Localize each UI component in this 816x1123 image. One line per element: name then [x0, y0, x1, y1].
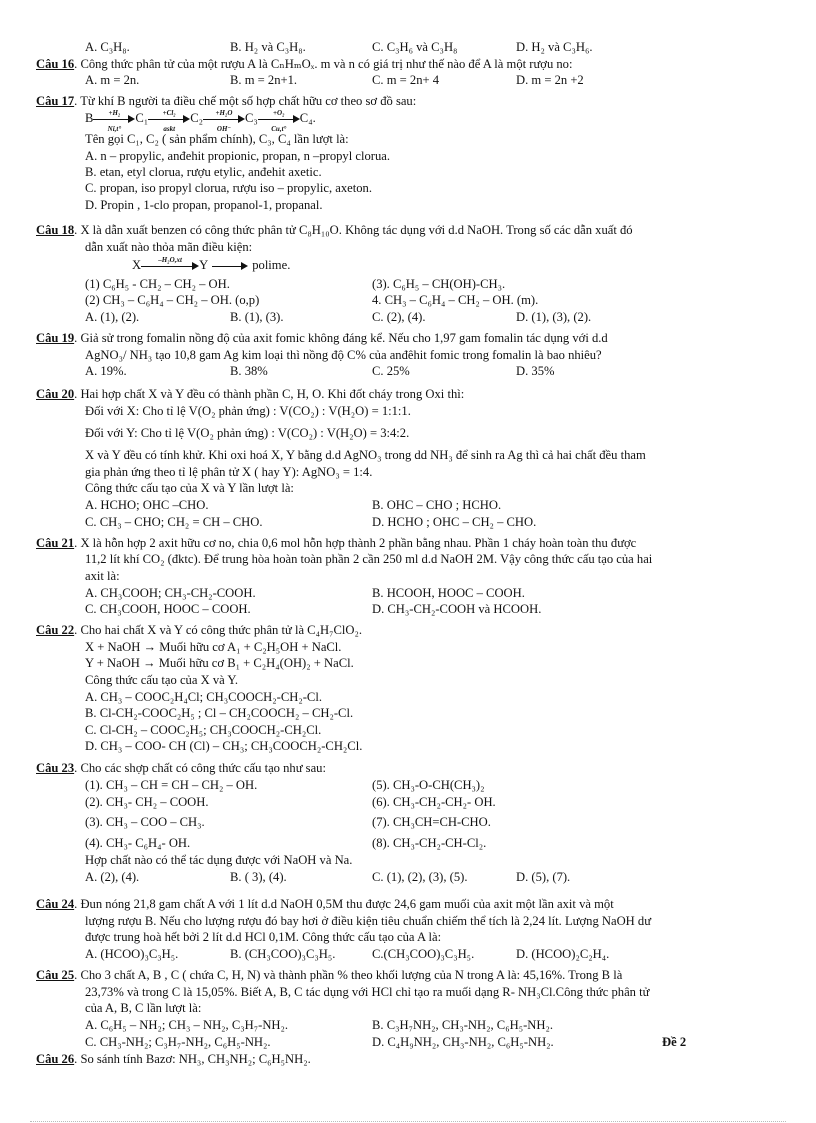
column-right: (7). CH₃CH=CH-CHO.	[372, 815, 491, 829]
page-footer-rule	[30, 1121, 786, 1122]
arrow-condition-bottom: Ni,t°	[107, 125, 122, 134]
question-text: . Hai hợp chất X và Y đều có thành phần C, H, O. Khi đốt cháy trong Oxi thì:	[74, 387, 465, 401]
body-text-line: AgNO₃/ NH₃ tạo 10,8 gam Ag kim loại thì nồng độ C% của anđêhit fomic trong fomalin là bao nhiêu?	[85, 348, 602, 362]
arrow-condition-bottom: askt	[163, 125, 176, 134]
answer-option-a: A. (HCOO)₃C₃H₅.	[85, 947, 179, 961]
body-text-line: X + NaOH → Muối hữu cơ A₁ + C₂H₅OH + NaCl.	[85, 640, 342, 654]
column-left: (2). CH₃- CH₂ – COOH.	[85, 795, 209, 809]
answer-option-a: A. 19%.	[85, 364, 127, 378]
reaction-arrow	[148, 109, 190, 134]
question-number: Câu 22	[36, 623, 75, 637]
body-text-line: Công thức cấu tạo của X và Y lần lượt là:	[85, 481, 294, 495]
question-line	[36, 897, 614, 912]
question-number: Câu 16	[36, 57, 75, 71]
arrow-condition-top: –H₂O,xt	[158, 256, 182, 265]
column-left: A. CH₃COOH; CH₃-CH₂-COOH.	[85, 586, 256, 600]
body-text-line: của A, B, C lần lượt là:	[85, 1001, 202, 1015]
question-text: . X là dẫn xuất benzen có công thức phân tử C₈H₁₀O. Không tác dụng với d.d NaOH. Trong số các dẫn xuất đó	[74, 223, 633, 237]
scheme-species: C₄.	[299, 111, 316, 125]
body-text-line: A. n – propylic, anđehit propionic, propan, n –propyl clorua.	[85, 149, 390, 163]
answer-option-d: D. (5), (7).	[516, 870, 571, 884]
body-text-line: Hợp chất nào có thể tác dụng được với NaOH và Na.	[85, 853, 353, 867]
question-number: Câu 25	[36, 968, 75, 982]
arrow-condition-top: +H₂O	[215, 109, 233, 118]
scheme-species: C₃	[245, 111, 258, 125]
question-line	[36, 761, 326, 776]
question-text: . Cho các shợp chất có công thức cấu tạo như sau:	[74, 761, 326, 775]
body-text-line: D. CH₃ – COO- CH (Cl) – CH₃; CH₃COOCH₂-CH₂Cl.	[85, 739, 363, 753]
question-number: Câu 18	[36, 223, 75, 237]
answer-option-b: B. ( 3), (4).	[230, 870, 287, 884]
body-text-line: gia phản ứng theo tỉ lệ phân tử X ( hay Y): AgNO₃ = 1:4.	[85, 465, 373, 479]
question-number: Câu 26	[36, 1052, 75, 1066]
answer-option-d: D. (1), (3), (2).	[516, 310, 592, 324]
question-line	[36, 536, 636, 551]
scheme-species: C₂	[190, 111, 203, 125]
answer-option-a: A. C₃H₈.	[85, 40, 130, 54]
answer-option-b: B. 38%	[230, 364, 268, 378]
question-text: . So sánh tính Bazơ: NH₃, CH₃NH₂; C₆H₅NH₂.	[74, 1052, 311, 1066]
answer-option-d: D. m = 2n +2	[516, 73, 584, 87]
arrow-condition-bottom: OH⁻	[216, 125, 232, 134]
body-text-line: 11,2 lít khí CO₂ (đktc). Để trung hòa hoàn toàn phần 2 cần 250 ml d.d NaOH 2M. Vậy công thức cấu tạo của hai	[85, 552, 653, 566]
answer-option-c: C. (1), (2), (3), (5).	[372, 870, 468, 884]
question-number: Câu 21	[36, 536, 75, 550]
body-text-line: B. Cl-CH₂-COOC₂H₅ ; Cl – CH₂COOCH₂ – CH₂-Cl.	[85, 706, 354, 720]
body-text-line: được trung hoà hết bởi 2 lít d.d HCl 0,1M. Công thức cấu tạo của A là:	[85, 930, 442, 944]
body-text-line: C. propan, iso propyl clorua, rượu iso – propylic, axeton.	[85, 181, 372, 195]
question-line	[36, 57, 572, 72]
column-right: D. CH₃-CH₂-COOH và HCOOH.	[372, 602, 542, 616]
question-line	[36, 387, 464, 402]
question-text: . Công thức phân tử của một rượu A là CₙHₘOₓ. m và n có giá trị như thế nào để A là một rượu no:	[74, 57, 573, 71]
question-text: . Đun nóng 21,8 gam chất A với 1 lít d.d NaOH 0,5M thu được 24,6 gam muối của axit một lần axit và một	[74, 897, 614, 911]
body-text-line: 23,73% và trong C là 15,05%. Biết A, B, C tác dụng với HCl chỉ tạo ra muối dạng R- NH₃Cl.Công thức phân tử	[85, 985, 650, 999]
reaction-arrow	[212, 260, 248, 272]
body-text-line: C. Cl-CH₂ – COOC₂H₅; CH₃COOCH₂-CH₂Cl.	[85, 723, 322, 737]
question-number: Câu 23	[36, 761, 75, 775]
answer-option-c: C. 25%	[372, 364, 410, 378]
column-right: D. HCHO ; OHC – CH₂ – CHO.	[372, 515, 537, 529]
question-number: Câu 19	[36, 331, 75, 345]
question-line	[36, 1052, 311, 1067]
scheme-species: C₁	[135, 111, 149, 125]
answer-option-c: C.(CH₃COO)₃C₃H₅.	[372, 947, 475, 961]
question-text: . Giả sử trong fomalin nồng độ của axit fomic không đáng kể. Nếu cho 1,97 gam fomalin tác dụng với d.d	[74, 331, 608, 345]
body-text-line: Công thức cấu tạo của X và Y.	[85, 673, 239, 687]
reaction-arrow	[93, 109, 135, 134]
reaction-condition-scheme	[132, 258, 290, 273]
answer-option-d: D. (HCOO)₂C₂H₄.	[516, 947, 610, 961]
question-line	[36, 223, 633, 238]
scheme-species: polime.	[252, 258, 291, 272]
column-right: B. OHC – CHO ; HCHO.	[372, 498, 502, 512]
question-line	[36, 623, 362, 638]
column-left: (1). CH₃ – CH = CH – CH₂ – OH.	[85, 778, 258, 792]
question-text: . Từ khí B người ta điều chế một số hợp chất hữu cơ theo sơ đồ sau:	[74, 94, 417, 108]
column-left: (4). CH₃- C₆H₄- OH.	[85, 836, 191, 850]
answer-option-c: C. (2), (4).	[372, 310, 426, 324]
arrow-condition-top: +O₂	[273, 109, 285, 118]
answer-option-a: A. m = 2n.	[85, 73, 140, 87]
column-right: (5). CH₃-O-CH(CH₃)₂	[372, 778, 485, 792]
question-text: . Cho hai chất X và Y có công thức phân tử là C₄H₇ClO₂.	[74, 623, 362, 637]
body-text-line: Y + NaOH → Muối hữu cơ B₁ + C₂H₄(OH)₂ + NaCl.	[85, 656, 354, 670]
reaction-scheme	[85, 109, 316, 134]
arrow-condition-bottom: Cu,t°	[271, 125, 287, 134]
question-line	[36, 331, 608, 346]
column-left: (1) C₆H₅ - CH₂ – CH₂ – OH.	[85, 277, 230, 291]
answer-option-a: A. (2), (4).	[85, 870, 140, 884]
exam-code-tag: Đề 2	[662, 1035, 687, 1049]
body-text-line: dẫn xuất nào thỏa mãn điều kiện:	[85, 240, 253, 254]
answer-option-d: D. H₂ và C₃H₆.	[516, 40, 593, 54]
body-text-line: A. CH₃ – COOC₂H₄Cl; CH₃COOCH₂-CH₂-Cl.	[85, 690, 322, 704]
body-text-line: X và Y đều có tính khử. Khi oxi hoá X, Y bằng d.d AgNO₃ trong dd NH₃ để sinh ra Ag thì cả hai chất đều tham	[85, 448, 646, 462]
answer-option-c: C. m = 2n+ 4	[372, 73, 440, 87]
body-text-line: Tên gọi C₁, C₂ ( sản phẩm chính), C₃, C₄ lần lượt là:	[85, 132, 349, 146]
answer-option-a: A. (1), (2).	[85, 310, 140, 324]
scheme-species: Y	[199, 258, 209, 272]
reaction-arrow	[141, 256, 199, 272]
column-left: C. CH₃ – CHO; CH₂ = CH – CHO.	[85, 515, 263, 529]
column-right: B. C₃H₇NH₂, CH₃-NH₂, C₆H₅-NH₂.	[372, 1018, 554, 1032]
column-left: C. CH₃-NH₂; C₃H₇-NH₂, C₆H₅-NH₂.	[85, 1035, 271, 1049]
body-text-line: B. etan, etyl clorua, rượu etylic, anđehit axetic.	[85, 165, 322, 179]
body-text-line: axit là:	[85, 569, 120, 583]
column-left: A. C₆H₅ – NH₂; CH₃ – NH₂, C₃H₇-NH₂.	[85, 1018, 289, 1032]
column-left: A. HCHO; OHC –CHO.	[85, 498, 209, 512]
body-text-line: Đối với Y: Cho tỉ lệ V(O₂ phản ứng) : V(CO₂) : V(H₂O) = 3:4:2.	[85, 426, 410, 440]
question-text: . Cho 3 chất A, B , C ( chứa C, H, N) và thành phần % theo khối lượng của N trong A là: 45,16%. Trong B là	[74, 968, 623, 982]
body-text-line: Đối với X: Cho tỉ lệ V(O₂ phản ứng) : V(CO₂) : V(H₂O) = 1:1:1.	[85, 404, 411, 418]
column-right: 4. CH₃ – C₆H₄ – CH₂ – OH. (m).	[372, 293, 539, 307]
answer-option-b: B. m = 2n+1.	[230, 73, 298, 87]
column-right: (6). CH₃-CH₂-CH₂- OH.	[372, 795, 496, 809]
column-left: (3). CH₃ – COO – CH₃.	[85, 815, 205, 829]
answer-option-b: B. (1), (3).	[230, 310, 284, 324]
answer-option-b: B. H₂ và C₃H₈.	[230, 40, 306, 54]
question-number: Câu 17	[36, 94, 75, 108]
column-left: (2) CH₃ – C₆H₄ – CH₂ – OH. (o,p)	[85, 293, 260, 307]
question-number: Câu 20	[36, 387, 75, 401]
column-right: (3). C₆H₅ – CH(OH)-CH₃.	[372, 277, 506, 291]
question-line	[36, 968, 622, 983]
body-text-line: D. Propin , 1-clo propan, propanol-1, propanal.	[85, 198, 323, 212]
column-left: C. CH₃COOH, HOOC – COOH.	[85, 602, 251, 616]
scheme-species: B	[85, 111, 94, 125]
answer-option-d: D. 35%	[516, 364, 555, 378]
arrow-condition-top: +Cl₂	[162, 109, 176, 118]
answer-option-b: B. (CH₃COO)₃C₃H₅.	[230, 947, 336, 961]
question-number: Câu 24	[36, 897, 75, 911]
reaction-arrow	[203, 109, 245, 134]
column-right: B. HCOOH, HOOC – COOH.	[372, 586, 525, 600]
body-text-line: lượng rượu B. Nếu cho lượng rượu đó bay hơi ở điều kiện tiêu chuẩn chiếm thể tích là 2,24 lít. Lượng NaOH dư	[85, 914, 652, 928]
scheme-species: X	[132, 258, 142, 272]
reaction-arrow	[258, 109, 300, 134]
column-right: (8). CH₃-CH₂-CH-Cl₂.	[372, 836, 487, 850]
column-right: D. C₄H₉NH₂, CH₃-NH₂, C₆H₅-NH₂.	[372, 1035, 554, 1049]
question-text: . X là hỗn hợp 2 axit hữu cơ no, chia 0,6 mol hỗn hợp thành 2 phần bằng nhau. Phần 1 cháy hoàn toàn thu được	[74, 536, 637, 550]
arrow-condition-top: +H₂	[108, 109, 121, 118]
answer-option-c: C. C₃H₆ và C₃H₈	[372, 40, 458, 54]
